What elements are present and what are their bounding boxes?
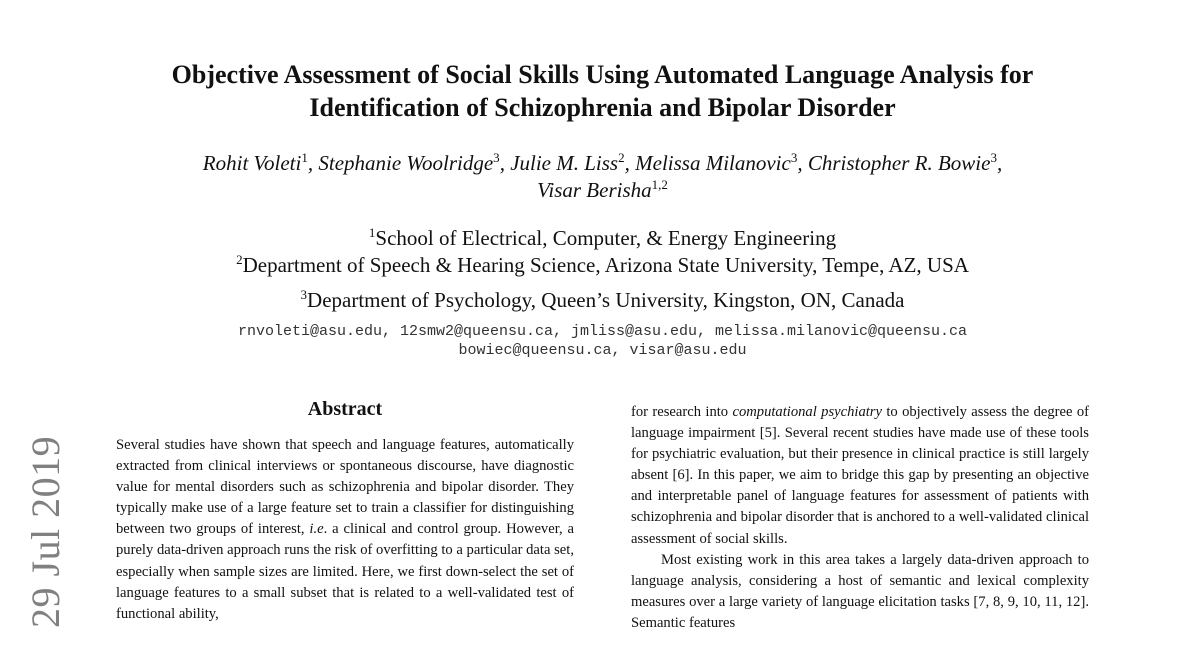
abstract-text: Several studies have shown that speech and language features, automatically extracted from clinical interviews or spontaneous discourse, have diagnostic value for mental disorders such as schizophrenia and bipolar disorder. They typically make use of a large feature set to train a classifier for distinguishing between two groups of interest,	[116, 437, 574, 538]
author-name: Melissa Milanovic	[635, 151, 791, 175]
intro-emphasis: computational psychiatry	[732, 404, 882, 420]
abstract-heading: Abstract	[307, 398, 383, 420]
affiliation-mark: 3	[300, 287, 308, 303]
affiliation-2	[80, 252, 1125, 279]
author-affiliation-mark: 3	[790, 150, 798, 166]
author-name: Stephanie Woolridge	[318, 151, 494, 175]
author-name: Julie M. Liss	[510, 151, 619, 175]
abstract-ie: i.e	[309, 521, 324, 538]
affiliation-1	[80, 225, 1125, 252]
author-affiliation-mark: 1,2	[651, 177, 668, 193]
title-line-2: Identification of Schizophrenia and Bipolar Disorder	[309, 93, 896, 122]
author-affiliation-mark: 1	[301, 150, 308, 166]
intro-text-continued: to objectively assess the degree of language impairment [5]. Several recent studies have made use of these tools for psychiatric evaluation, but their presence in clinical practice is still largely absent [6]. In this paper, we aim to bridge this gap by presenting an objective and interpretable panel of language features for assessment of patients with schizophrenia and bipolar disorder that is anchored to a well-validated clinical assessment of social skills.	[631, 404, 1089, 547]
author-emails	[80, 322, 1125, 360]
paper-title	[80, 58, 1125, 124]
abstract-body	[116, 435, 574, 625]
email-line-1: rnvoleti@asu.edu, 12smw2@queensu.ca, jmliss@asu.edu, melissa.milanovic@queensu.ca	[237, 323, 968, 340]
affiliation-text: Department of Speech & Hearing Science, Arizona State University, Tempe, AZ, USA	[242, 253, 969, 277]
author-name: Visar Berisha	[537, 178, 652, 202]
author-name: Rohit Voleti	[202, 151, 302, 175]
title-line-1: Objective Assessment of Social Skills Using Automated Language Analysis for	[171, 60, 1034, 89]
abstract-text-continued: . a clinical and control group. However, a purely data-driven approach runs the risk of overfitting to a particular data set, especially when sample sizes are limited. Here, we first down-select the set of language features to a small subset that is related to a well-validated test of functional ability,	[116, 521, 574, 622]
abstract-paragraph	[116, 435, 574, 625]
affiliation-3	[80, 287, 1125, 314]
intro-column	[631, 402, 1089, 634]
intro-paragraph-2: Most existing work in this area takes a largely data-driven approach to language analysis, considering a host of semantic and lexical complexity measures over a large variety of language elicitation tasks [7, 8, 9, 10, 11, 12]. Semantic features	[631, 551, 1089, 631]
affiliation-mark: 1	[368, 225, 376, 241]
intro-text: for research into	[631, 404, 733, 420]
affiliation-mark: 2	[236, 252, 243, 268]
author-list: Rohit Voleti$^1$, Stephanie Woolridge$^3$, Julie M. Liss$^2$, Melissa Milanovic$^3$, Christopher R. Bowie$^3$, Visar Berisha$^{1,2}$	[202, 150, 1003, 202]
arxiv-date-stamp: 29 Jul 2019	[23, 435, 68, 628]
affiliation-text: School of Electrical, Computer, & Energy Engineering	[375, 226, 837, 250]
author-affiliation-mark: 3	[990, 150, 997, 166]
author-affiliation-mark: 3	[493, 150, 500, 166]
author-affiliation-mark: 2	[618, 150, 625, 166]
affiliation-text: Department of Psychology, Queen’s University, Kingston, ON, Canada	[307, 288, 905, 312]
email-line-2: bowiec@queensu.ca, visar@asu.edu	[458, 342, 747, 359]
intro-paragraph-1	[631, 402, 1089, 550]
author-name: Christopher R. Bowie	[807, 151, 991, 175]
